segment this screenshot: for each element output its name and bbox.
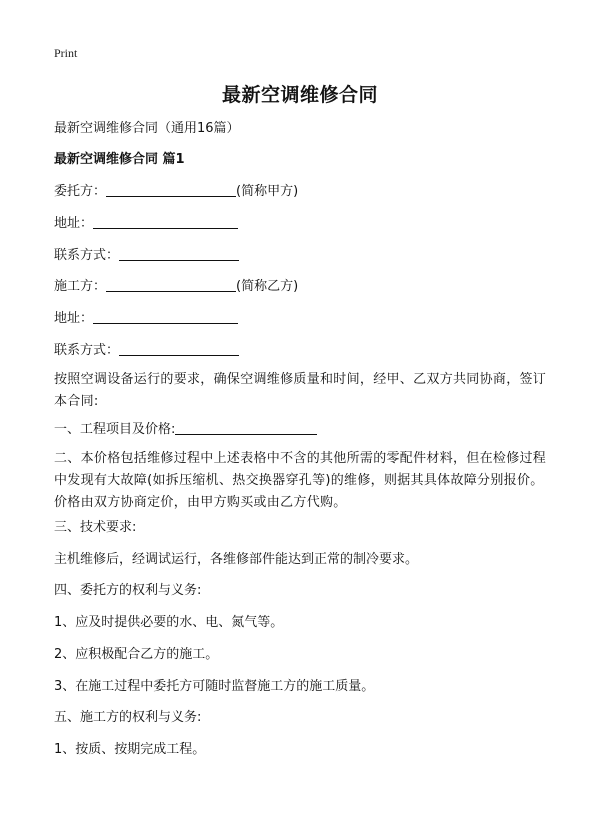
contact-label-1: 联系方式： — [54, 248, 120, 263]
contact-blank-2 — [119, 340, 239, 356]
contact-blank-1 — [119, 245, 239, 261]
contact-line-1 — [54, 245, 239, 267]
item3-heading: 三、技术要求: — [54, 520, 137, 535]
item1-line — [54, 419, 317, 441]
client-line — [54, 181, 298, 203]
contractor-blank — [106, 276, 236, 292]
item1-blank — [175, 419, 317, 435]
contractor-line — [54, 276, 298, 298]
client-suffix: (简称甲方) — [236, 184, 299, 199]
client-blank — [106, 181, 236, 197]
item4-point-1: 1、应及时提供必要的水、电、氮气等。 — [54, 615, 284, 630]
item2-paragraph: 二、本价格包括维修过程中上述表格中不含的其他所需的零配件材料，但在检修过程中发现有大故障(如拆压缩机、热交换器穿孔等)的维修，则据其具体故障分别报价。价格由双方协商定价，由甲方购买或由乙方代购。 — [54, 451, 547, 510]
contact-label-2: 联系方式： — [54, 343, 120, 358]
item5-point-1: 1、按质、按期完成工程。 — [54, 742, 206, 757]
address-blank-1 — [93, 213, 238, 229]
contact-line-2 — [54, 340, 239, 362]
document-subtitle: 最新空调维修合同（通用16篇） — [54, 121, 240, 136]
address-label-2: 地址： — [54, 311, 94, 326]
intro-paragraph: 按照空调设备运行的要求，确保空调维修质量和时间，经甲、乙双方共同协商，签订本合同: — [54, 372, 547, 409]
item5-heading: 五、施工方的权利与义务: — [54, 710, 202, 725]
contractor-suffix: (简称乙方) — [236, 279, 299, 294]
page-title: 最新空调维修合同 — [221, 84, 378, 106]
address-blank-2 — [93, 308, 238, 324]
address-line-2 — [54, 308, 238, 330]
address-label-1: 地址： — [54, 216, 94, 231]
item4-heading: 四、委托方的权利与义务: — [54, 583, 202, 598]
address-line-1 — [54, 213, 238, 235]
section-heading: 最新空调维修合同 篇1 — [54, 152, 185, 167]
item4-point-2: 2、应积极配合乙方的施工。 — [54, 647, 219, 662]
contractor-label: 施工方： — [54, 279, 107, 294]
print-label[interactable]: Print — [54, 46, 78, 60]
item1-label: 一、工程项目及价格: — [54, 422, 176, 437]
item3-text: 主机维修后，经调试运行，各维修部件能达到正常的制冷要求。 — [54, 552, 419, 567]
client-label: 委托方： — [54, 184, 107, 199]
item4-point-3: 3、在施工过程中委托方可随时监督施工方的施工质量。 — [54, 679, 375, 694]
